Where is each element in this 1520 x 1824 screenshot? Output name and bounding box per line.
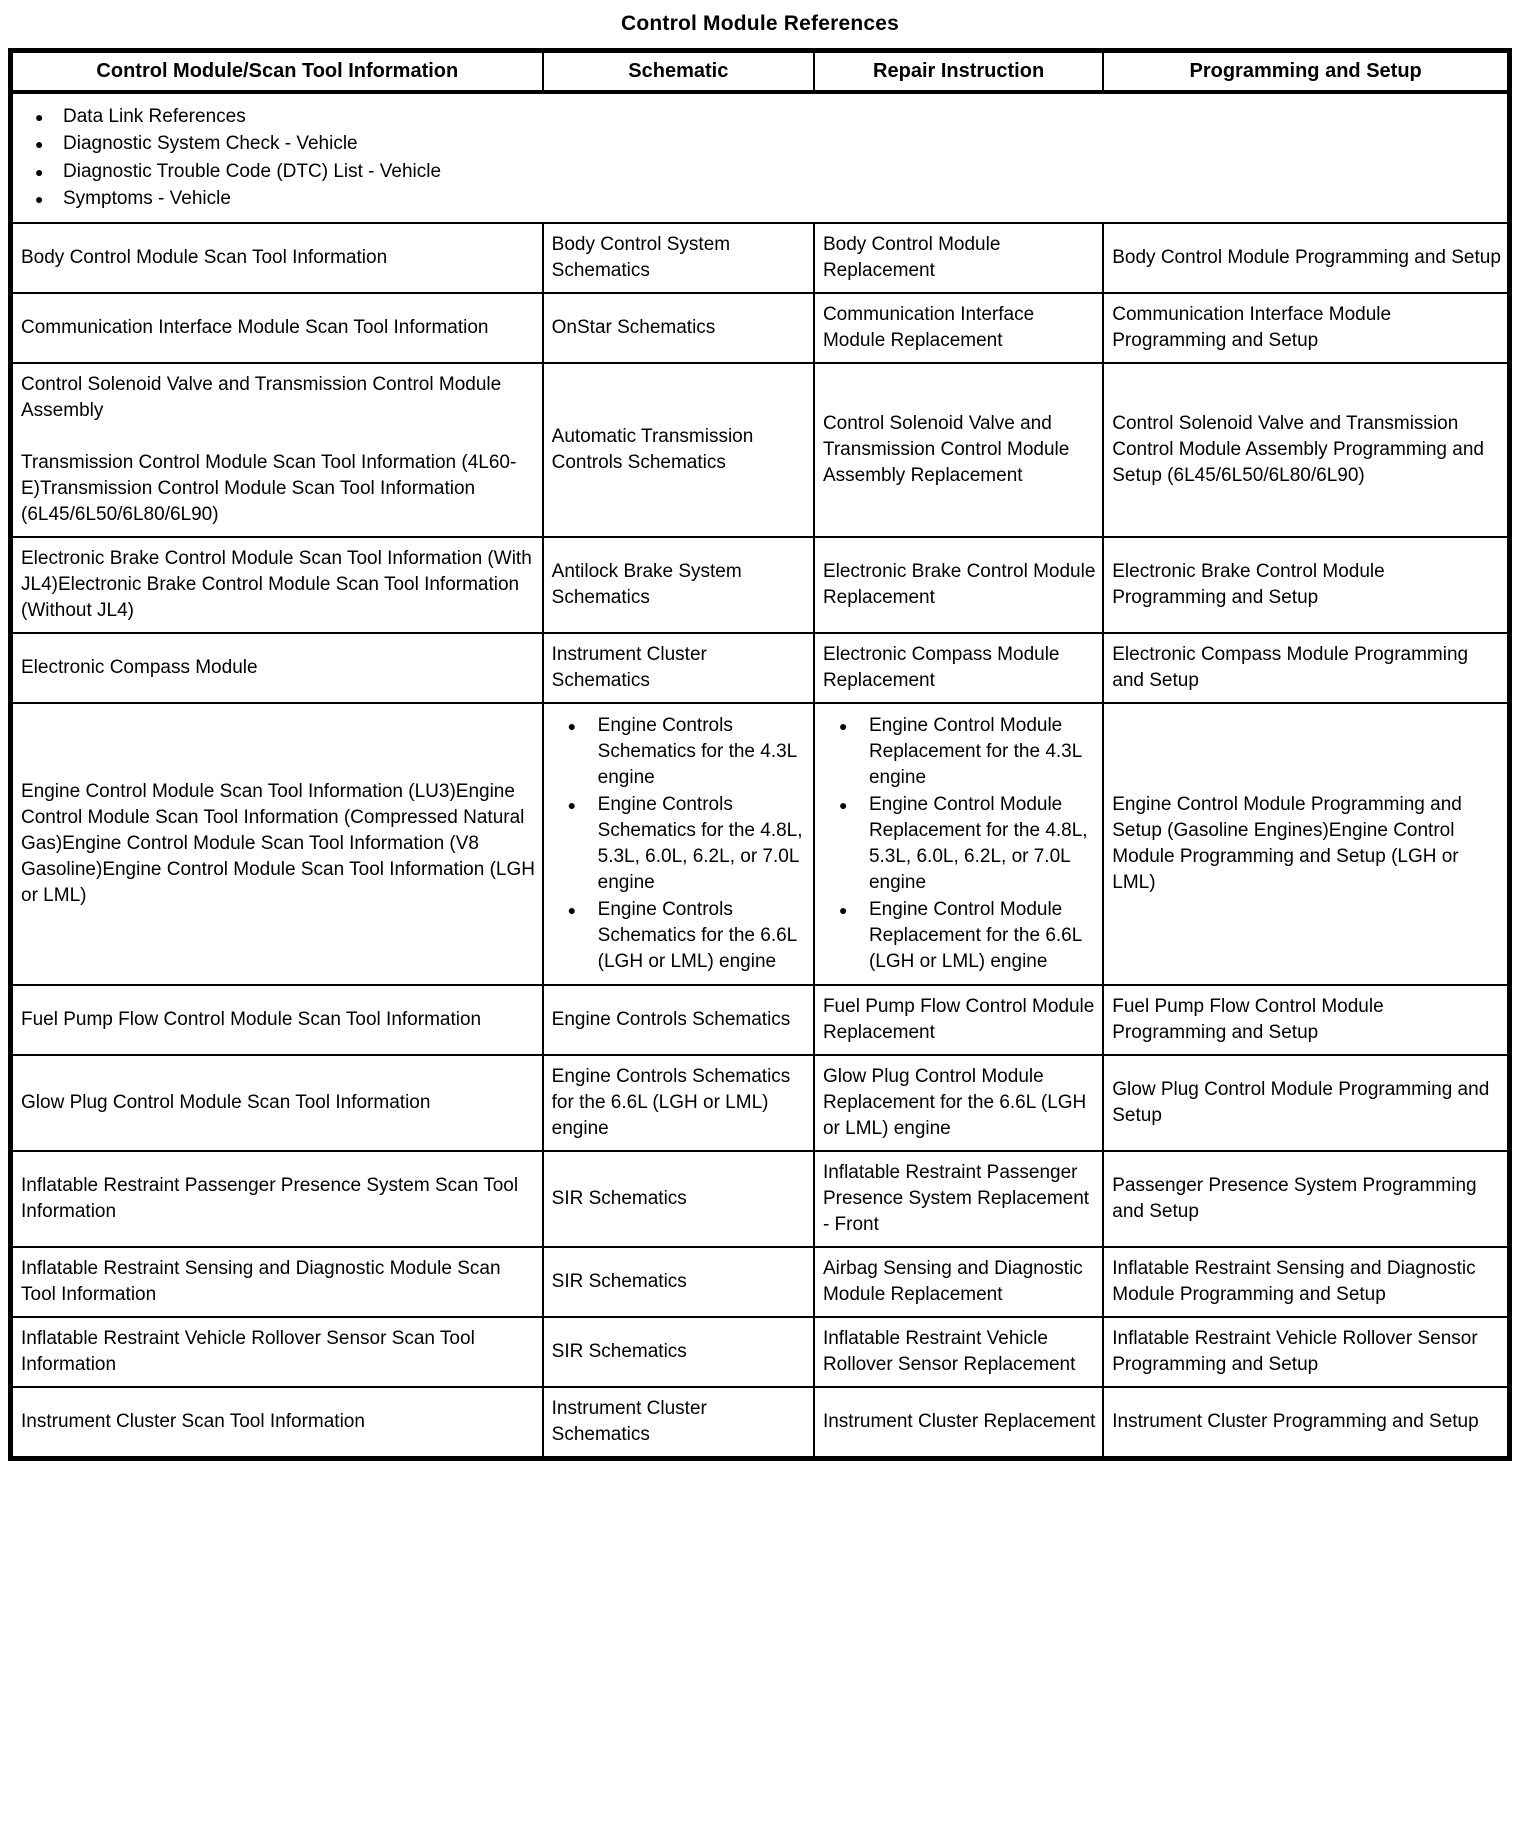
cell-schematic: Body Control System Schematics <box>543 223 814 293</box>
table-row <box>11 293 1510 363</box>
table-row <box>11 703 1510 985</box>
cell-programming: Electronic Brake Control Module Programming and Setup <box>1103 537 1509 633</box>
column-header-repair-instruction: Repair Instruction <box>814 51 1103 93</box>
cell-schematic: Engine Controls Schematics <box>543 985 814 1055</box>
cell-programming: Communication Interface Module Programming and Setup <box>1103 293 1509 363</box>
cell-info: Inflatable Restraint Passenger Presence System Scan Tool Information <box>11 1151 543 1247</box>
bullet-item-label: Engine Controls Schematics for the 6.6L (LGH or LML) engine <box>597 898 797 972</box>
table-body <box>11 92 1510 1458</box>
bullet-icon: ● <box>35 136 44 152</box>
cell-schematic <box>543 703 814 985</box>
cell-programming: Control Solenoid Valve and Transmission Control Module Assembly Programming and Setup (6L45/6L50/6L80/6L90) <box>1103 363 1509 537</box>
table-row <box>11 1317 1510 1387</box>
cell-info: Body Control Module Scan Tool Information <box>11 223 543 293</box>
cell-schematic: SIR Schematics <box>543 1247 814 1317</box>
column-header-programming-and-setup: Programming and Setup <box>1103 51 1509 93</box>
bullet-item-label: Engine Controls Schematics for the 4.3L engine <box>597 714 797 788</box>
bullet-item <box>552 792 807 896</box>
cell-repair: Airbag Sensing and Diagnostic Module Replacement <box>814 1247 1103 1317</box>
cell-schematic: Engine Controls Schematics for the 6.6L (LGH or LML) engine <box>543 1055 814 1151</box>
table-row <box>11 537 1510 633</box>
general-references-cell <box>11 92 1510 223</box>
bullet-item <box>823 713 1096 791</box>
cell-info <box>11 363 543 537</box>
cell-programming: Glow Plug Control Module Programming and Setup <box>1103 1055 1509 1151</box>
cell-paragraph: Transmission Control Module Scan Tool Information (4L60-E)Transmission Control Module Scan Tool Information (6L45/6L50/6L80/6L90) <box>21 451 517 525</box>
bullet-icon: ● <box>838 901 848 918</box>
bullet-icon: ● <box>567 796 577 813</box>
bullet-icon: ● <box>35 191 44 207</box>
cell-repair: Communication Interface Module Replacement <box>814 293 1103 363</box>
bullet-list-schematic <box>552 713 807 975</box>
cell-info: Glow Plug Control Module Scan Tool Information <box>11 1055 543 1151</box>
bullet-list-repair <box>823 713 1096 975</box>
bullet-item <box>21 159 1501 185</box>
table-row <box>11 633 1510 703</box>
cell-repair: Instrument Cluster Replacement <box>814 1387 1103 1459</box>
cell-info: Engine Control Module Scan Tool Information (LU3)Engine Control Module Scan Tool Information (Compressed Natural Gas)Engine Control Module Scan Tool Information (V8 Gasoline)Engine Control Module Scan Tool Information (LGH or LML) <box>11 703 543 985</box>
general-references-row <box>11 92 1510 223</box>
bullet-item <box>21 131 1501 157</box>
cell-schematic: SIR Schematics <box>543 1151 814 1247</box>
bullet-item-label: Symptoms - Vehicle <box>63 188 231 209</box>
cell-info: Fuel Pump Flow Control Module Scan Tool Information <box>11 985 543 1055</box>
table-row <box>11 1055 1510 1151</box>
bullet-item-label: Diagnostic Trouble Code (DTC) List - Vehicle <box>63 160 442 182</box>
bullet-icon: ● <box>838 717 848 734</box>
cell-info: Communication Interface Module Scan Tool Information <box>11 293 543 363</box>
table-row <box>11 223 1510 293</box>
cell-repair: Inflatable Restraint Vehicle Rollover Sensor Replacement <box>814 1317 1103 1387</box>
bullet-item <box>823 897 1096 975</box>
cell-info: Inflatable Restraint Vehicle Rollover Sensor Scan Tool Information <box>11 1317 543 1387</box>
cell-programming: Engine Control Module Programming and Setup (Gasoline Engines)Engine Control Module Programming and Setup (LGH or LML) <box>1103 703 1509 985</box>
cell-repair: Fuel Pump Flow Control Module Replacement <box>814 985 1103 1055</box>
bullet-item <box>21 186 1501 212</box>
bullet-item-label: Diagnostic System Check - Vehicle <box>63 133 358 154</box>
cell-programming: Body Control Module Programming and Setup <box>1103 223 1509 293</box>
cell-schematic: SIR Schematics <box>543 1317 814 1387</box>
cell-programming: Electronic Compass Module Programming and Setup <box>1103 633 1509 703</box>
bullet-icon: ● <box>35 108 44 125</box>
cell-repair: Control Solenoid Valve and Transmission Control Module Assembly Replacement <box>814 363 1103 537</box>
table-header-row <box>11 51 1510 93</box>
bullet-item-label: Engine Control Module Replacement for the 4.3L engine <box>868 714 1082 788</box>
bullet-item-label: Data Link References <box>63 105 246 127</box>
cell-schematic: Instrument Cluster Schematics <box>543 1387 814 1459</box>
cell-repair <box>814 703 1103 985</box>
control-module-references-table <box>8 48 1512 1461</box>
cell-programming: Fuel Pump Flow Control Module Programming and Setup <box>1103 985 1509 1055</box>
bullet-icon: ● <box>567 901 577 918</box>
cell-programming: Inflatable Restraint Sensing and Diagnostic Module Programming and Setup <box>1103 1247 1509 1317</box>
table-row <box>11 363 1510 537</box>
cell-repair: Electronic Compass Module Replacement <box>814 633 1103 703</box>
cell-programming: Inflatable Restraint Vehicle Rollover Sensor Programming and Setup <box>1103 1317 1509 1387</box>
cell-repair: Electronic Brake Control Module Replacement <box>814 537 1103 633</box>
column-header-control-module-scan-tool-information: Control Module/Scan Tool Information <box>11 51 543 93</box>
table-row <box>11 1151 1510 1247</box>
bullet-list-general-references <box>21 104 1501 213</box>
bullet-item <box>21 104 1501 130</box>
page-title: Control Module References <box>620 12 900 35</box>
table-row <box>11 1247 1510 1317</box>
bullet-item <box>552 897 807 975</box>
bullet-item <box>552 713 807 791</box>
cell-info: Electronic Compass Module <box>11 633 543 703</box>
bullet-icon: ● <box>567 717 577 734</box>
cell-schematic: Automatic Transmission Controls Schematics <box>543 363 814 537</box>
cell-info: Instrument Cluster Scan Tool Information <box>11 1387 543 1459</box>
cell-paragraph: Control Solenoid Valve and Transmission Control Module Assembly <box>21 373 502 421</box>
cell-info: Electronic Brake Control Module Scan Tool Information (With JL4)Electronic Brake Control Module Scan Tool Information (Without JL4) <box>11 537 543 633</box>
column-header-schematic: Schematic <box>543 51 814 93</box>
bullet-item <box>823 792 1096 896</box>
cell-repair: Inflatable Restraint Passenger Presence System Replacement - Front <box>814 1151 1103 1247</box>
cell-repair: Glow Plug Control Module Replacement for the 6.6L (LGH or LML) engine <box>814 1055 1103 1151</box>
cell-schematic: Antilock Brake System Schematics <box>543 537 814 633</box>
bullet-icon: ● <box>838 796 848 813</box>
table-row <box>11 1387 1510 1459</box>
cell-info: Inflatable Restraint Sensing and Diagnostic Module Scan Tool Information <box>11 1247 543 1317</box>
cell-programming: Instrument Cluster Programming and Setup <box>1103 1387 1509 1459</box>
table-row <box>11 985 1510 1055</box>
bullet-item-label: Engine Control Module Replacement for the 4.8L, 5.3L, 6.0L, 6.2L, or 7.0L engine <box>868 793 1088 893</box>
bullet-icon: ● <box>35 163 44 180</box>
cell-repair: Body Control Module Replacement <box>814 223 1103 293</box>
cell-schematic: Instrument Cluster Schematics <box>543 633 814 703</box>
bullet-item-label: Engine Control Module Replacement for the 6.6L (LGH or LML) engine <box>868 898 1082 972</box>
cell-programming: Passenger Presence System Programming and Setup <box>1103 1151 1509 1247</box>
cell-schematic: OnStar Schematics <box>543 293 814 363</box>
bullet-item-label: Engine Controls Schematics for the 4.8L, 5.3L, 6.0L, 6.2L, or 7.0L engine <box>597 793 803 893</box>
